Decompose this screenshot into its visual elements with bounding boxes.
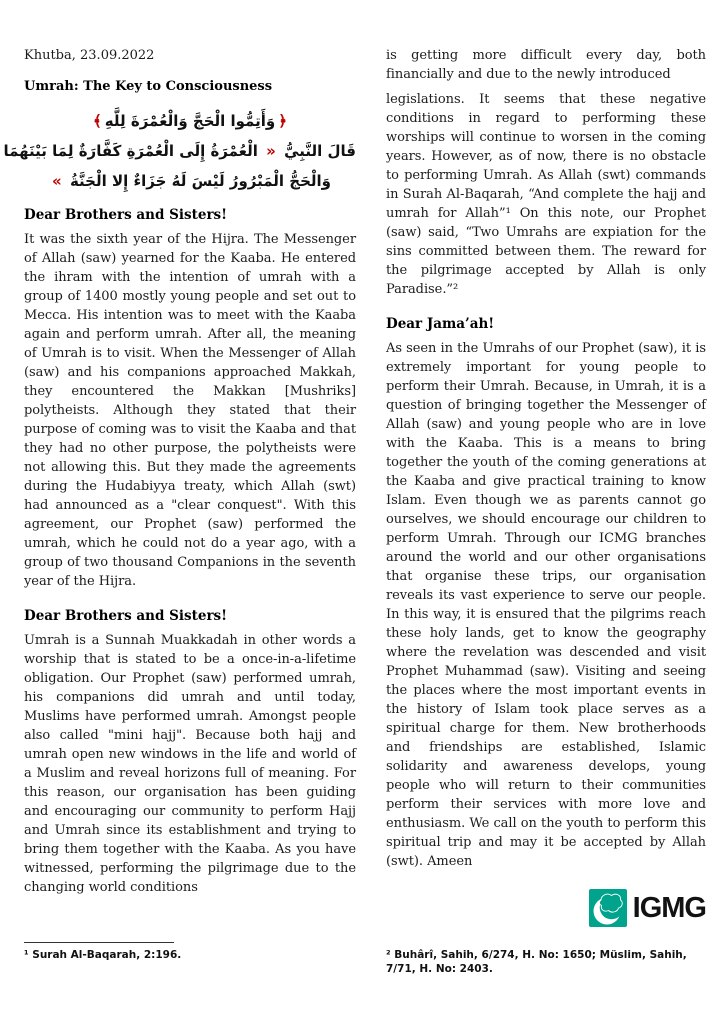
quran-bracket-close: ﴾ bbox=[92, 112, 102, 130]
igmg-crescent-icon bbox=[589, 889, 627, 927]
quran-ayah-line bbox=[24, 106, 356, 136]
body-paragraph-3b: legislations. It seems that these negative conditions in regard to performing these worships will continue to worsen in the coming years. However, as of now, there is no obstacle to performing Umrah. As Allah (swt) commands in Surah Al-Baqarah, “And complete the hajj and umrah for Allah”¹ On this note, our Prophet (saw) said, “Two Umrahs are expiation for the sins committed between them. The reward for the pilgrimage accepted by Allah is only Paradise.”² bbox=[386, 92, 706, 297]
right-column bbox=[386, 46, 706, 927]
footnote-1: ¹ Surah Al-Baqarah, 2:196. bbox=[24, 949, 182, 961]
quran-ayah-text: وَأَتِمُّوا الْحَجَّ وَالْعُمْرَةَ لِلَّهِ bbox=[104, 112, 276, 130]
footnote-area-left bbox=[24, 942, 356, 962]
hadith-text-part2: وَالْحَجُّ الْمَبْرُورُ لَيْسَ لَهُ جَزَاءٌ إِلا الْجَنَّةُ bbox=[69, 172, 331, 190]
section-heading-brothers-2: Dear Brothers and Sisters! bbox=[24, 608, 228, 624]
document-title: Umrah: The Key to Consciousness bbox=[24, 79, 273, 94]
arabic-quote-block bbox=[3, 106, 356, 196]
body-paragraph-3a: is getting more difficult every day, both financially and due to the newly introduced bbox=[386, 48, 706, 82]
hadith-text-part1: الْعُمْرَةُ إِلَى الْعُمْرَةِ كَفَّارَةٌ لِمَا بَيْنَهُمَا bbox=[3, 142, 258, 160]
footnote-2: ² Buhârî, Sahih, 6/274, H. No: 1650; Müslim, Sahih, 7/71, H. No: 2403. bbox=[386, 949, 687, 975]
hadith-guillemet-open: « bbox=[266, 142, 276, 160]
igmg-wordmark: IGMG bbox=[632, 892, 706, 924]
hadith-line-1 bbox=[3, 136, 356, 166]
footnote-separator bbox=[24, 942, 174, 943]
hadith-guillemet-close: » bbox=[52, 172, 62, 190]
igmg-logo bbox=[386, 889, 706, 927]
body-paragraph-1: It was the sixth year of the Hijra. The Messenger of Allah (saw) yearned for the Kaaba. He entered the ihram with the intention of umrah with a group of 1400 mostly young people and set out to Mecca. His intention was to meet with the Kaaba again and perform umrah. After all, the meaning of Umrah is to visit. When the Messenger of Allah (saw) and his companions approached Makkah, they encountered the Makkan [Mushriks] polytheists. Although they stated that their purpose of coming was to visit the Kaaba and that they had no other purpose, the polytheists were not allowing this. But they made the agreements during the Hudabiyya treaty, which Allah (swt) had announced as a "clear conquest". With this agreement, our Prophet (saw) performed the umrah, which he could not do a year ago, with a group of two thousand Companions in the seventh year of the Hijra. bbox=[24, 232, 356, 589]
left-column bbox=[3, 46, 356, 899]
hadith-line-2 bbox=[24, 166, 356, 196]
quran-bracket-open: ﴿ bbox=[278, 112, 287, 130]
document-date: Khutba, 23.09.2022 bbox=[24, 48, 155, 63]
body-paragraph-4: As seen in the Umrahs of our Prophet (saw), it is extremely important for young people to perform their Umrah. Because, in Umrah, it is a question of bringing together the Messenger of Allah (saw) and young people who are in love with the Kaaba. This is a means to bring together the youth of the coming generations at the Kaaba and give practical training to know Islam. Even though we as parents cannot go ourselves, we should encourage our children to perform Umrah. Through our ICMG branches around the world and our other organisations that organise these trips, our organisation reveals its vast experience to serve our people. In this way, it is ensured that the pilgrims reach these holy lands, get to know the geography where the revelation was descended and visit Prophet Muhammad (saw). Visiting and seeing the places where the most important events in the history of Islam took place serves as a spiritual charge for them. New brotherhoods and friendships are established, Islamic solidarity and awareness develops, young people who will return to their communities perform their services with more love and enthusiasm. We call on the youth to perform this spiritual trip and may it be accepted by Allah (swt). Ameen bbox=[386, 341, 706, 869]
footnote-area-right bbox=[386, 948, 706, 976]
section-heading-brothers-1: Dear Brothers and Sisters! bbox=[24, 207, 228, 223]
hadith-prefix-text: قَالَ النَّبِيُّ bbox=[284, 142, 356, 160]
section-heading-jamaah: Dear Jama’ah! bbox=[386, 316, 495, 332]
body-paragraph-2: Umrah is a Sunnah Muakkadah in other words a worship that is stated to be a once-in-a-lifetime obligation. Our Prophet (saw) performed umrah, his companions did umrah and until today, Muslims have performed umrah. Amongst people also called "mini hajj". Because both hajj and umrah open new windows in the life and world of a Muslim and reveal horizons full of meaning. For this reason, our organisation has been guiding and encouraging our community to perform Hajj and Umrah since its establishment and trying to bring them together with the Kaaba. As you have witnessed, performing the pilgrimage due to the changing world conditions bbox=[24, 633, 356, 895]
